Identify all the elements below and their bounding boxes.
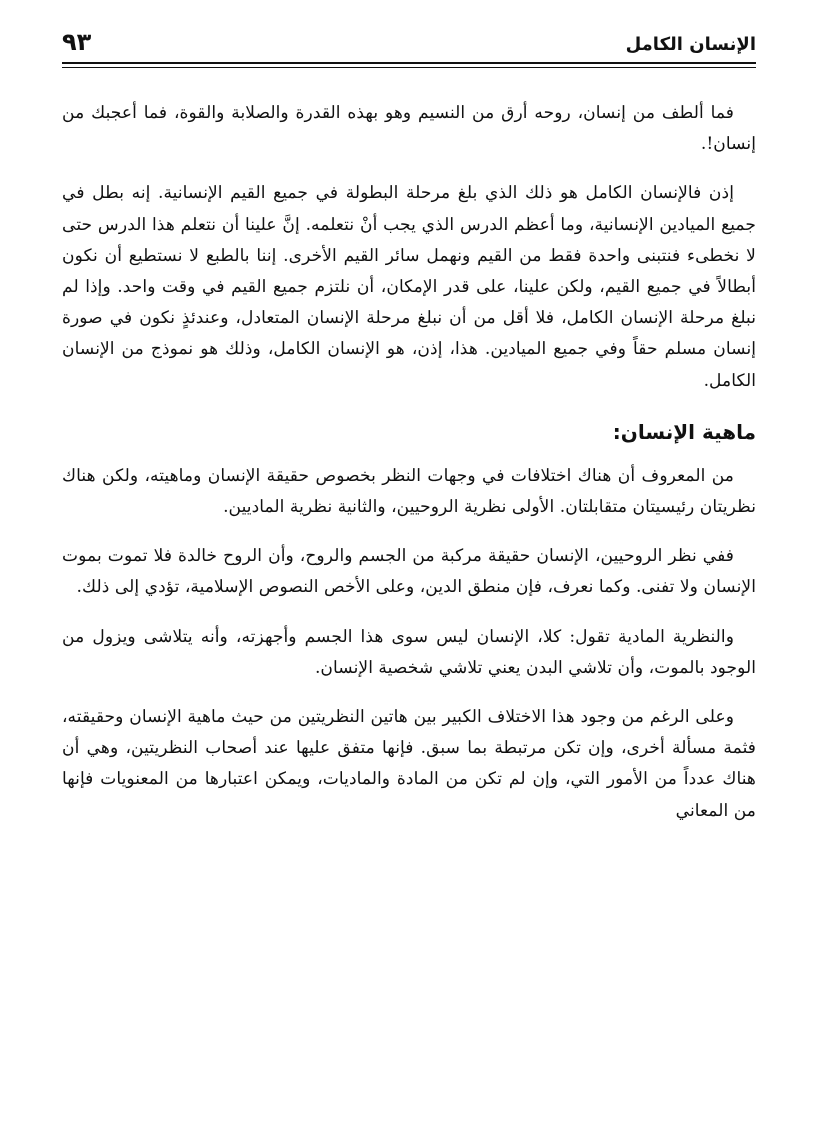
paragraph: إذن فالإنسان الكامل هو ذلك الذي بلغ مرحلة البطولة في جميع القيم الإنسانية. إنه بطل في جميع الميادين الإنسانية، وما أعظم الدرس الذي يجب أنْ نتعلمه. إنَّ علينا أن نتعلم هذا الدرس حتى لا نخطىء فنتبنى واحدة فقط من القيم ونهمل سائر القيم الأخرى. إننا بالطبع لا نستطيع أن نكون أبطالاً في جميع القيم، ولكن علينا، على قدر الإمكان، أن نلتزم جميع القيم في وقت واحد. وإذا لم نبلغ مرحلة الإنسان الكامل، فلا أقل من أن نبلغ مرحلة الإنسان المتعادل، وعندئذٍ نكون في صورة إنسان مسلم حقاً وفي جميع الميادين. هذا، إذن، هو الإنسان الكامل، وذلك هو نموذج من الإنسان الكامل. xyxy=(62,183,756,391)
section-heading: ماهية الإنسان: xyxy=(612,419,756,444)
book-page xyxy=(62,28,756,1128)
paragraph: والنظرية المادية تقول: كلا، الإنسان ليس سوى هذا الجسم وأجهزته، وأنه يتلاشى ويزول من الوجود بالموت، وأن تلاشي البدن يعني تلاشي شخصية الإنسان. xyxy=(62,626,756,678)
running-header xyxy=(62,28,756,62)
paragraph: وعلى الرغم من وجود هذا الاختلاف الكبير بين هاتين النظريتين من حيث ماهية الإنسان وحقيقته، فثمة مسألة أخرى، وإن تكن مرتبطة بما سبق. فإنها متفق عليها عند أصحاب النظريتين، وهي أن هناك عدداً من الأمور التي، وإن لم تكن من المادة والماديات، ويمكن اعتبارها من المعنويات فإنها من المعاني xyxy=(62,707,756,821)
paragraph: فما ألطف من إنسان، روحه أرق من النسيم وهو بهذه القدرة والصلابة والقوة، فما أعجبك من إنسان!. xyxy=(62,103,756,155)
header-rule-thick xyxy=(62,62,756,64)
paragraph: من المعروف أن هناك اختلافات في وجهات النظر بخصوص حقيقة الإنسان وماهيته، ولكن هناك نظريتان رئيسيتان متقابلتان. الأولى نظرية الروحيين، والثانية نظرية الماديين. xyxy=(62,465,756,518)
page-number: ٩٣ xyxy=(62,28,92,56)
running-title: الإنسان الكامل xyxy=(625,34,756,55)
header-rule-thin xyxy=(62,67,756,68)
page-body xyxy=(62,98,756,827)
paragraph: ففي نظر الروحيين، الإنسان حقيقة مركبة من الجسم والروح، وأن الروح خالدة فلا تموت بموت الإنسان ولا تفنى. وكما نعرف، فإن منطق الدين، وعلى الأخص النصوص الإسلامية، تؤدي إلى ذلك. xyxy=(62,546,756,598)
